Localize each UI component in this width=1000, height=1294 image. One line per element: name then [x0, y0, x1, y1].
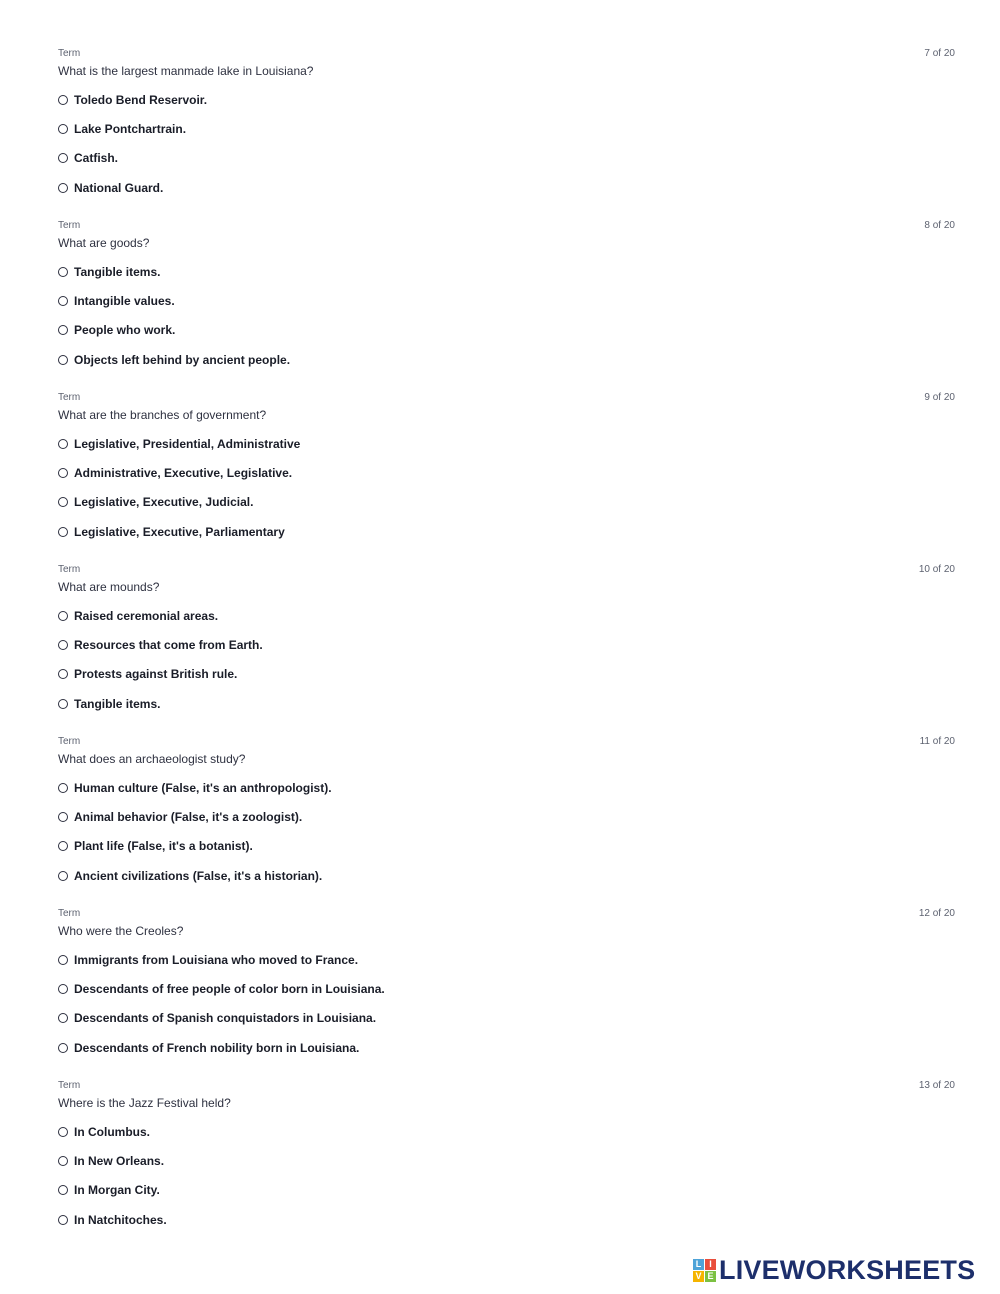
question-counter: 7 of 20: [924, 48, 955, 59]
option-label: Immigrants from Louisiana who moved to France.: [74, 953, 359, 967]
radio-button-icon[interactable]: [58, 1215, 68, 1225]
answer-option[interactable]: [58, 809, 302, 825]
option-label: Objects left behind by ancient people.: [74, 353, 291, 367]
term-label: Term: [58, 220, 81, 231]
question-counter: 12 of 20: [918, 908, 955, 919]
radio-button-icon[interactable]: [58, 124, 68, 134]
radio-button-icon[interactable]: [58, 841, 68, 851]
option-label: Legislative, Executive, Parliamentary: [74, 525, 285, 539]
answer-option[interactable]: [58, 1010, 376, 1026]
question-block: [58, 220, 955, 392]
option-label: National Guard.: [74, 181, 164, 195]
answer-option[interactable]: [58, 524, 285, 540]
radio-button-icon[interactable]: [58, 296, 68, 306]
question-counter: 9 of 20: [924, 392, 955, 403]
question-text: What is the largest manmade lake in Louisiana?: [58, 64, 314, 78]
radio-button-icon[interactable]: [58, 669, 68, 679]
term-label: Term: [58, 564, 81, 575]
radio-button-icon[interactable]: [58, 497, 68, 507]
radio-button-icon[interactable]: [58, 812, 68, 822]
answer-option[interactable]: [58, 608, 218, 624]
answer-option[interactable]: [58, 293, 175, 309]
logo-letter-tile: E: [705, 1271, 716, 1282]
logo-text: LIVEWORKSHEETS: [719, 1255, 976, 1285]
option-label: In Columbus.: [74, 1125, 150, 1139]
question-counter: 10 of 20: [918, 564, 955, 575]
question-block: [58, 48, 955, 220]
question-block: [58, 908, 955, 1080]
option-label: Catfish.: [74, 151, 119, 165]
option-label: Toledo Bend Reservoir.: [74, 93, 208, 107]
radio-button-icon[interactable]: [58, 355, 68, 365]
option-label: Ancient civilizations (False, it's a historian).: [74, 869, 323, 883]
answer-option[interactable]: [58, 666, 237, 682]
question-text: What are the branches of government?: [58, 408, 267, 422]
answer-option[interactable]: [58, 1040, 359, 1056]
radio-button-icon[interactable]: [58, 611, 68, 621]
option-label: Intangible values.: [74, 294, 175, 308]
logo-letter-tile: V: [693, 1271, 704, 1282]
option-label: In Natchitoches.: [74, 1213, 167, 1227]
question-text: What are mounds?: [58, 580, 160, 594]
option-label: Protests against British rule.: [74, 667, 238, 681]
radio-button-icon[interactable]: [58, 1185, 68, 1195]
liveworksheets-logo: [693, 1256, 975, 1284]
answer-option[interactable]: [58, 1182, 160, 1198]
answer-option[interactable]: [58, 1153, 164, 1169]
option-label: Descendants of French nobility born in Louisiana.: [74, 1041, 360, 1055]
question-text: Where is the Jazz Festival held?: [58, 1096, 231, 1110]
answer-option[interactable]: [58, 436, 300, 452]
question-block: [58, 736, 955, 908]
question-block: [58, 1080, 955, 1252]
radio-button-icon[interactable]: [58, 527, 68, 537]
logo-letter-tile: I: [705, 1259, 716, 1270]
option-label: Resources that come from Earth.: [74, 638, 263, 652]
radio-button-icon[interactable]: [58, 325, 68, 335]
answer-option[interactable]: [58, 1212, 167, 1228]
option-label: Lake Pontchartrain.: [74, 122, 187, 136]
answer-option[interactable]: [58, 121, 186, 137]
radio-button-icon[interactable]: [58, 955, 68, 965]
question-text: What are goods?: [58, 236, 150, 250]
option-label: Plant life (False, it's a botanist).: [74, 839, 253, 853]
radio-button-icon[interactable]: [58, 871, 68, 881]
radio-button-icon[interactable]: [58, 468, 68, 478]
term-label: Term: [58, 908, 81, 919]
option-label: Descendants of free people of color born in Louisiana.: [74, 982, 385, 996]
option-label: People who work.: [74, 323, 176, 337]
option-label: Descendants of Spanish conquistadors in Louisiana.: [74, 1011, 377, 1025]
question-counter: 13 of 20: [918, 1080, 955, 1091]
answer-option[interactable]: [58, 150, 118, 166]
question-counter: 11 of 20: [919, 736, 955, 747]
term-label: Term: [58, 392, 81, 403]
logo-letter-tile: L: [693, 1259, 704, 1270]
answer-option[interactable]: [58, 1124, 150, 1140]
term-label: Term: [58, 736, 81, 747]
question-text: What does an archaeologist study?: [58, 752, 246, 766]
answer-option[interactable]: [58, 952, 358, 968]
liveworksheets-logo-icon: [693, 1259, 716, 1282]
answer-option[interactable]: [58, 494, 253, 510]
answer-option[interactable]: [58, 637, 263, 653]
answer-option[interactable]: [58, 322, 175, 338]
answer-option[interactable]: [58, 981, 385, 997]
answer-option[interactable]: [58, 92, 207, 108]
radio-button-icon[interactable]: [58, 1013, 68, 1023]
answer-option[interactable]: [58, 180, 163, 196]
radio-button-icon[interactable]: [58, 984, 68, 994]
radio-button-icon[interactable]: [58, 699, 68, 709]
radio-button-icon[interactable]: [58, 267, 68, 277]
term-label: Term: [58, 1080, 81, 1091]
radio-button-icon[interactable]: [58, 1127, 68, 1137]
option-label: Legislative, Executive, Judicial.: [74, 495, 254, 509]
option-label: Tangible items.: [74, 697, 161, 711]
answer-option[interactable]: [58, 780, 332, 796]
question-block: [58, 564, 955, 736]
question-counter: 8 of 20: [924, 220, 955, 231]
question-block: [58, 392, 955, 564]
answer-option[interactable]: [58, 352, 290, 368]
option-label: Tangible items.: [74, 265, 161, 279]
radio-button-icon[interactable]: [58, 783, 68, 793]
answer-option[interactable]: [58, 696, 160, 712]
option-label: Human culture (False, it's an anthropologist).: [74, 781, 332, 795]
term-label: Term: [58, 48, 81, 59]
option-label: Raised ceremonial areas.: [74, 609, 219, 623]
radio-button-icon[interactable]: [58, 439, 68, 449]
radio-button-icon[interactable]: [58, 95, 68, 105]
radio-button-icon[interactable]: [58, 153, 68, 163]
option-label: Administrative, Executive, Legislative.: [74, 466, 293, 480]
answer-option[interactable]: [58, 264, 160, 280]
radio-button-icon[interactable]: [58, 1043, 68, 1053]
answer-option[interactable]: [58, 838, 253, 854]
option-label: In New Orleans.: [74, 1154, 165, 1168]
option-label: Legislative, Presidential, Administrative: [74, 437, 301, 451]
option-label: In Morgan City.: [74, 1183, 160, 1197]
answer-option[interactable]: [58, 868, 322, 884]
question-text: Who were the Creoles?: [58, 924, 184, 938]
radio-button-icon[interactable]: [58, 640, 68, 650]
radio-button-icon[interactable]: [58, 1156, 68, 1166]
option-label: Animal behavior (False, it's a zoologist).: [74, 810, 303, 824]
answer-option[interactable]: [58, 465, 292, 481]
radio-button-icon[interactable]: [58, 183, 68, 193]
